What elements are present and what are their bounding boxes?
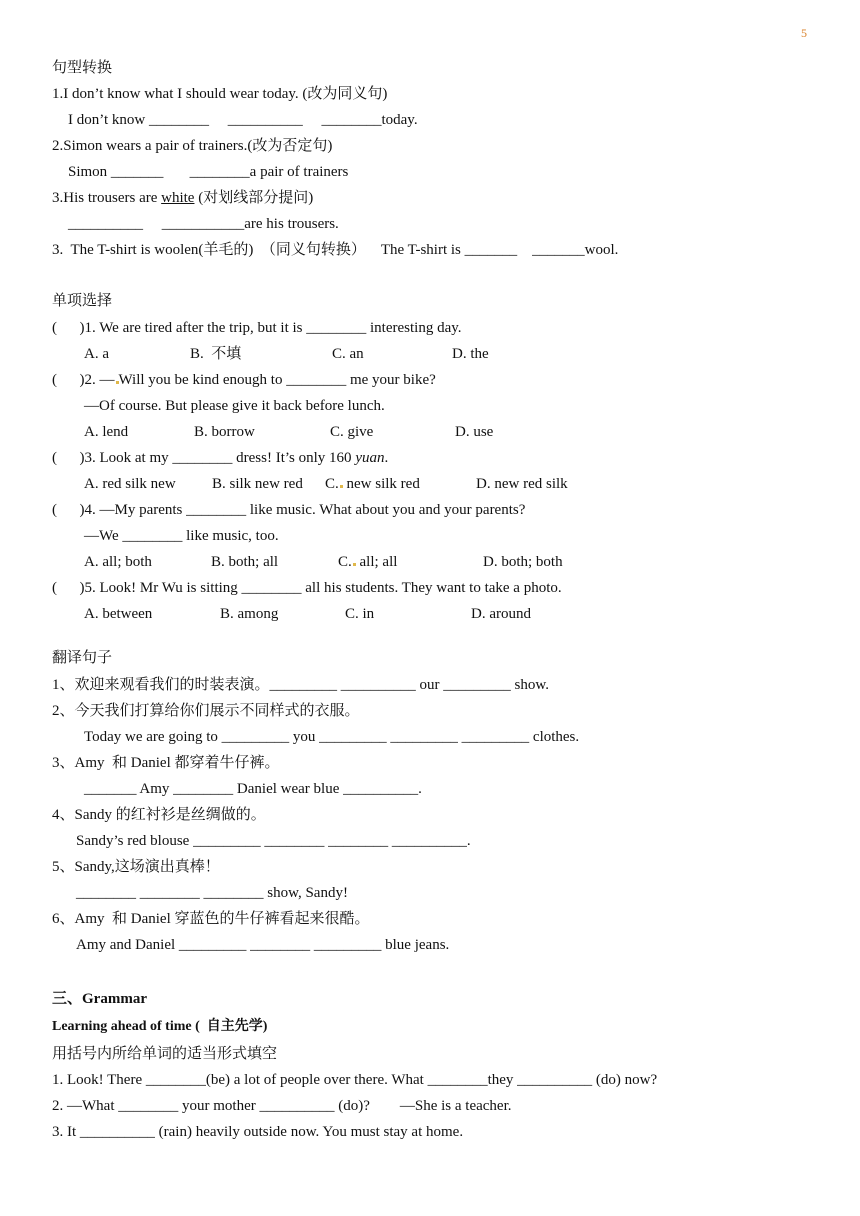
mc-option-4c-text: all; all [359, 554, 398, 570]
mc-option-3a: A. red silk new [84, 476, 176, 492]
transform-question-2: 2.Simon wears a pair of trainers.(改为否定句) [52, 138, 333, 154]
mc-option-5a: A. between [84, 606, 153, 622]
mc-question-4-reply: —We ________ like music, too. [84, 528, 279, 544]
mc-question-2 [52, 370, 436, 390]
mc-question-3-end: . [384, 450, 389, 466]
mc-option-2d: D. use [455, 424, 494, 440]
mc-option-3c [325, 474, 420, 494]
mc-option-4b: B. both; all [211, 554, 279, 570]
translation-line-2: 2、今天我们打算给你们展示不同样式的衣服。 [52, 703, 360, 719]
section-heading-translation: 翻译句子 [52, 650, 113, 666]
mc-question-4: ( )4. —My parents ________ like music. What about you and your parents? [52, 502, 526, 518]
mc-option-5c: C. in [345, 606, 375, 622]
mc-option-4c [338, 552, 397, 572]
page-number: 5 [801, 26, 807, 40]
mc-option-2c: C. give [330, 424, 374, 440]
translation-line-9: ________ ________ ________ show, Sandy! [76, 885, 348, 901]
translation-line-5: _______ Amy ________ Daniel wear blue __________. [84, 781, 422, 797]
transform-answer-1: I don’t know ________ __________ ________today. [68, 112, 418, 128]
transform-answer-2: Simon _______ ________a pair of trainers [68, 164, 349, 180]
mc-option-3b: B. silk new red [212, 476, 303, 492]
transform-answer-3: __________ ___________are his trousers. [68, 216, 339, 232]
edit-mark [340, 485, 343, 488]
mc-option-4c-letter: C. [338, 554, 352, 570]
translation-line-1: 1、欢迎来观看我们的时装表演。_________ __________ our _________ show. [52, 677, 549, 693]
translation-line-6: 4、Sandy 的红衬衫是丝绸做的。 [52, 807, 266, 823]
mc-question-3-italic: yuan [355, 450, 385, 466]
section-heading-multiple-choice: 单项选择 [52, 293, 113, 309]
mc-option-1c: C. an [332, 346, 364, 362]
q3-underlined-word: white [161, 190, 195, 206]
q3-text-post: (对划线部分提问) [194, 190, 314, 206]
mc-option-3c-text: new silk red [346, 476, 420, 492]
transform-question-4: 3. The T-shirt is woolen(羊毛的) （同义句转换） The T-shirt is _______ _______wool. [52, 242, 619, 258]
mc-option-4a: A. all; both [84, 554, 152, 570]
mc-option-1a: A. a [84, 346, 109, 362]
section-heading-sentence-transform: 句型转换 [52, 60, 113, 76]
q3-text-pre: 3.His trousers are [52, 190, 162, 206]
mc-option-5d: D. around [471, 606, 531, 622]
mc-option-1d: D. the [452, 346, 489, 362]
mc-option-5b: B. among [220, 606, 279, 622]
transform-question-1: 1.I don’t know what I should wear today. (改为同义句) [52, 86, 388, 102]
mc-question-2-reply: —Of course. But please give it back before lunch. [84, 398, 385, 414]
translation-line-7: Sandy’s red blouse _________ ________ ________ __________. [76, 833, 471, 849]
mc-option-3c-letter: C. [325, 476, 339, 492]
translation-line-3: Today we are going to _________ you _________ _________ _________ clothes. [84, 729, 580, 745]
edit-mark [353, 563, 356, 566]
translation-line-10: 6、Amy 和 Daniel 穿蓝色的牛仔裤看起来很酷。 [52, 911, 370, 927]
mc-option-4d: D. both; both [483, 554, 563, 570]
grammar-line-2: 2. —What ________ your mother __________ (do)? —She is a teacher. [52, 1098, 512, 1114]
translation-line-4: 3、Amy 和 Daniel 都穿着牛仔裤。 [52, 755, 280, 771]
mc-option-3d: D. new red silk [476, 476, 568, 492]
mc-option-2b: B. borrow [194, 424, 255, 440]
mc-question-2-prefix: ( )2. — [52, 372, 115, 388]
transform-question-3 [52, 188, 313, 208]
mc-question-5: ( )5. Look! Mr Wu is sitting ________ all his students. They want to take a photo. [52, 580, 562, 596]
mc-option-2a: A. lend [84, 424, 129, 440]
mc-question-3 [52, 448, 388, 468]
grammar-line-1: 1. Look! There ________(be) a lot of people over there. What ________they __________ (do) now? [52, 1072, 658, 1088]
grammar-subheading: Learning ahead of time ( 自主先学) [52, 1019, 268, 1034]
grammar-line-3: 3. It __________ (rain) heavily outside now. You must stay at home. [52, 1124, 464, 1140]
mc-question-2-text: Will you be kind enough to ________ me your bike? [118, 372, 436, 388]
translation-line-11: Amy and Daniel _________ ________ _________ blue jeans. [76, 937, 450, 953]
translation-line-8: 5、Sandy,这场演出真棒！ [52, 859, 220, 875]
mc-question-3-text: ( )3. Look at my ________ dress! It’s only 160 [52, 450, 356, 466]
mc-question-1: ( )1. We are tired after the trip, but it is ________ interesting day. [52, 320, 462, 336]
mc-option-1b: B. 不填 [190, 346, 242, 362]
section-heading-grammar: 三、Grammar [52, 991, 147, 1007]
grammar-instruction: 用括号内所给单词的适当形式填空 [52, 1046, 278, 1062]
